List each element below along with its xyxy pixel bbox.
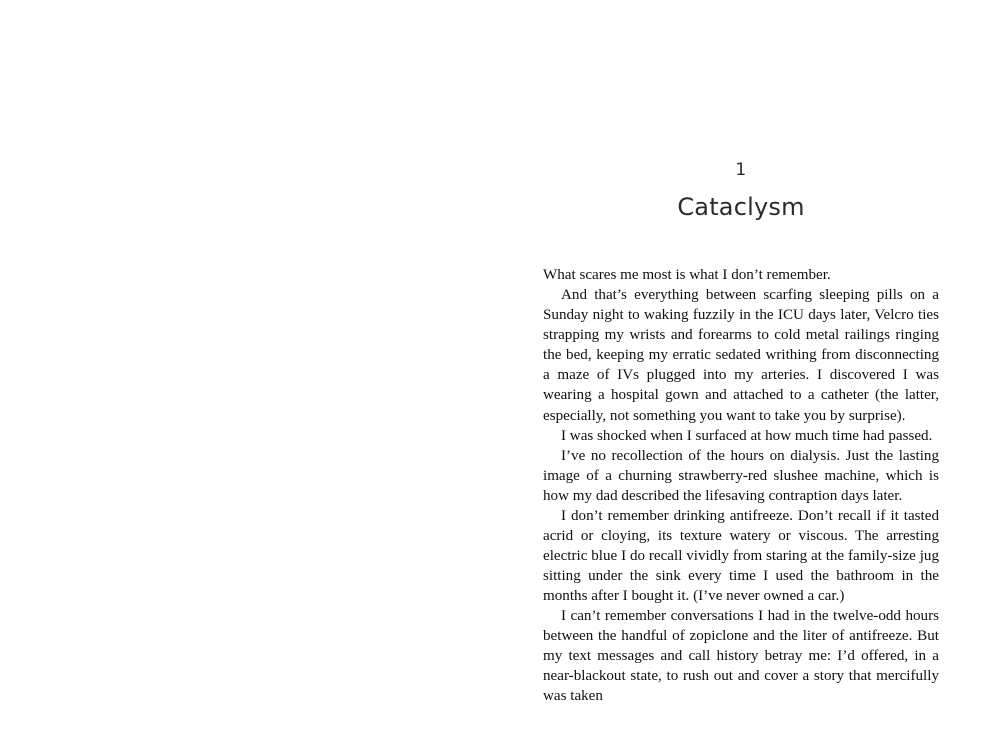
paragraph: I can’t remember conversations I had in the twelve-odd hours between the handful of zopiclone and the liter of antifreeze. But my text messages and call history betray me: I’d offered, in a near-blackout state, to rush out and cover a story that mercifully was taken bbox=[543, 607, 939, 705]
chapter-title: Cataclysm bbox=[677, 193, 805, 222]
text-column bbox=[543, 0, 939, 706]
paragraph: I don’t remember drinking antifreeze. Don’t recall if it tasted acrid or cloying, its texture watery or viscous. The arresting electric blue I do recall vividly from staring at the family-size jug sitting under the sink every time I used the bathroom in the months after I bought it. (I’ve never owned a car.) bbox=[543, 507, 939, 604]
paragraph: I’ve no recollection of the hours on dialysis. Just the lasting image of a churning strawberry-red slushee machine, which is how my dad described the lifesaving contraption days later. bbox=[543, 447, 939, 504]
chapter-number: 1 bbox=[735, 160, 747, 180]
body-text bbox=[543, 265, 939, 706]
paragraph: What scares me most is what I don’t remember. bbox=[543, 267, 831, 284]
paragraph: I was shocked when I surfaced at how much time had passed. bbox=[561, 427, 933, 444]
paragraph: And that’s everything between scarfing sleeping pills on a Sunday night to waking fuzzily in the ICU days later, Velcro ties strapping my wrists and forearms to cold metal railings ringing the bed, keeping my erratic sedated writhing from disconnecting a maze of IVs plugged into my arteries. I discovered I was wearing a hospital gown and attached to a catheter (the latter, especially, not something you want to take you by surprise). bbox=[543, 287, 939, 424]
